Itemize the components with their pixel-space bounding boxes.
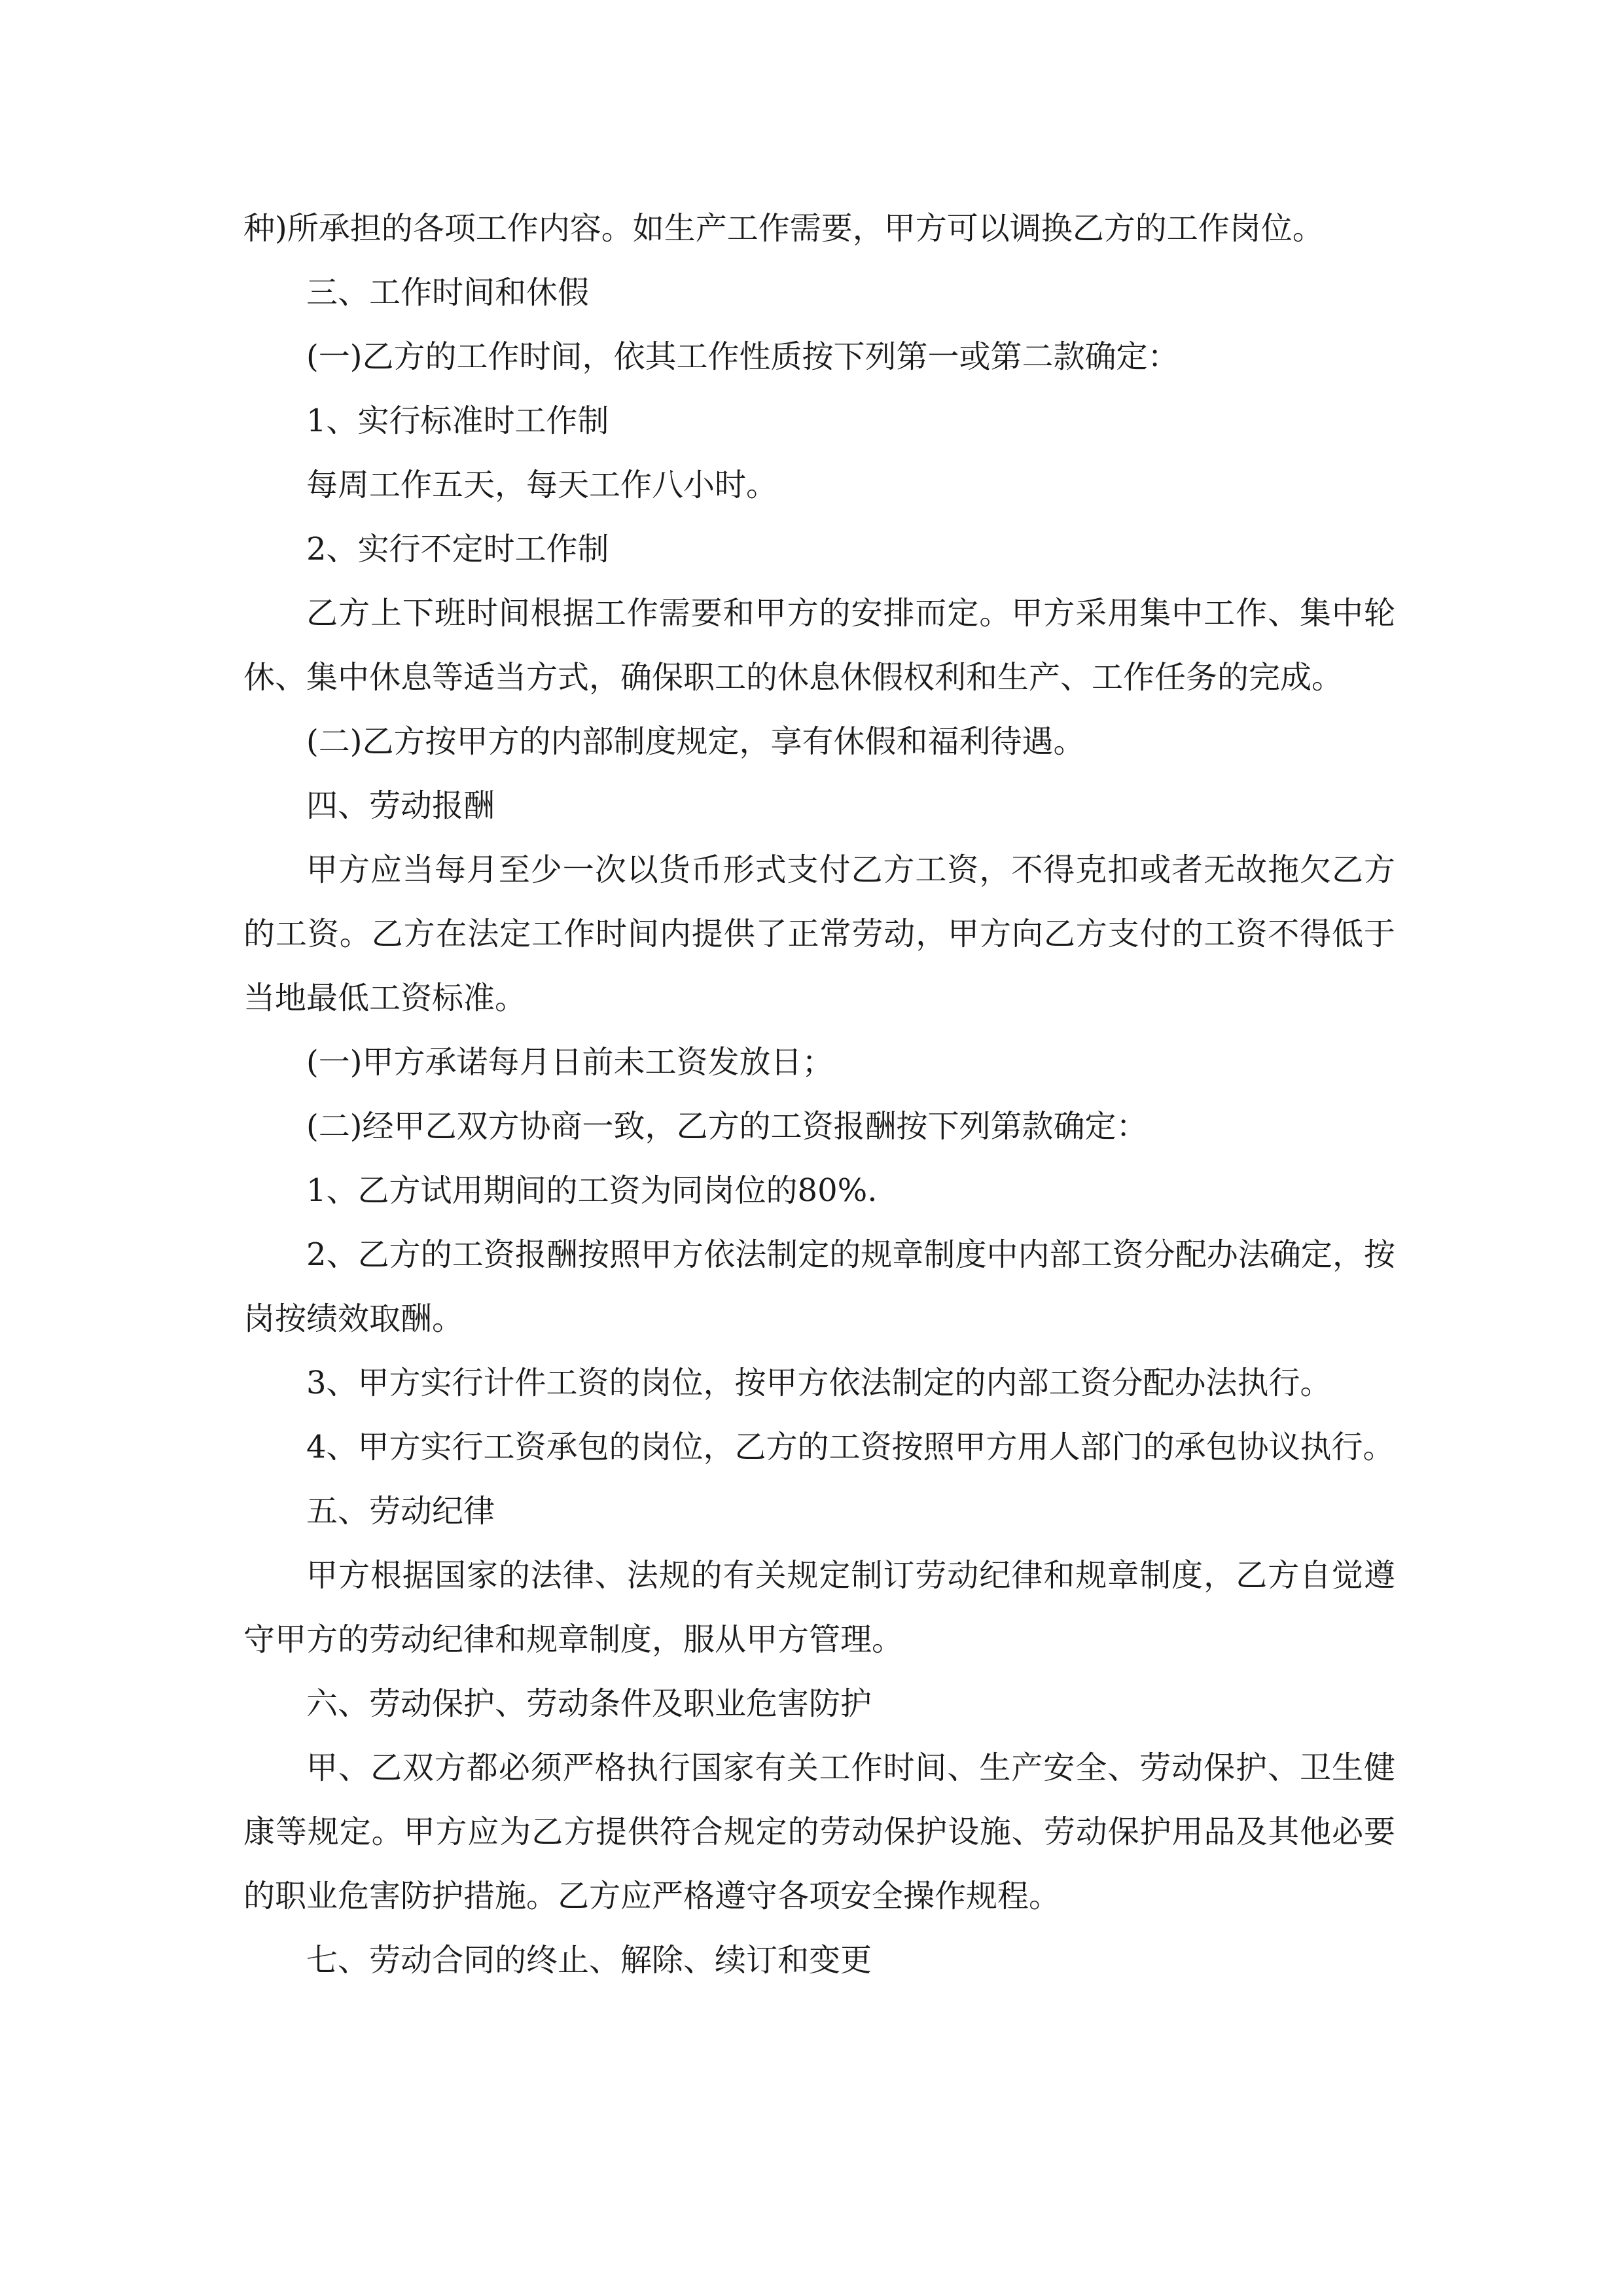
- paragraph: 1、实行标准时工作制: [306, 403, 609, 439]
- section-heading: 六、劳动保护、劳动条件及职业危害防护: [306, 1685, 872, 1722]
- paragraph: 种)所承担的各项工作内容。如生产工作需要，甲方可以调换乙方的工作岗位。: [243, 210, 1324, 247]
- section-heading: 七、劳动合同的终止、解除、续订和变更: [306, 1942, 872, 1979]
- paragraph: 甲方根据国家的法律、法规的有关规定制订劳动纪律和规章制度，乙方自觉遵守甲方的劳动纪律和规章制度，服从甲方管理。: [243, 1557, 1395, 1658]
- section-heading: 四、劳动报酬: [306, 787, 495, 824]
- paragraph: 甲、乙双方都必须严格执行国家有关工作时间、生产安全、劳动保护、卫生健康等规定。甲方应为乙方提供符合规定的劳动保护设施、劳动保护用品及其他必要的职业危害防护措施。乙方应严格遵守各项安全操作规程。: [243, 1749, 1395, 1914]
- paragraph: 3、甲方实行计件工资的岗位，按甲方依法制定的内部工资分配办法执行。: [306, 1365, 1332, 1401]
- paragraph: (二)经甲乙双方协商一致，乙方的工资报酬按下列第款确定：: [306, 1108, 1148, 1145]
- section-heading: 三、工作时间和休假: [306, 274, 590, 311]
- paragraph: 4、甲方实行工资承包的岗位，乙方的工资按照甲方用人部门的承包协议执行。: [306, 1429, 1395, 1465]
- section-heading: 五、劳动纪律: [306, 1493, 495, 1530]
- paragraph: 每周工作五天，每天工作八小时。: [306, 467, 778, 503]
- paragraph: (一)乙方的工作时间，依其工作性质按下列第一或第二款确定：: [306, 338, 1179, 375]
- paragraph: 2、乙方的工资报酬按照甲方依法制定的规章制度中内部工资分配办法确定，按岗按绩效取酬。: [243, 1236, 1395, 1337]
- paragraph: 乙方上下班时间根据工作需要和甲方的安排而定。甲方采用集中工作、集中轮休、集中休息等适当方式，确保职工的休息休假权利和生产、工作任务的完成。: [243, 595, 1395, 696]
- paragraph: 甲方应当每月至少一次以货币形式支付乙方工资，不得克扣或者无故拖欠乙方的工资。乙方在法定工作时间内提供了正常劳动，甲方向乙方支付的工资不得低于当地最低工资标准。: [243, 852, 1395, 1016]
- paragraph: (一)甲方承诺每月日前未工资发放日；: [306, 1044, 834, 1081]
- paragraph: 1、乙方试用期间的工资为同岗位的80%.: [306, 1172, 878, 1209]
- paragraph: 2、实行不定时工作制: [306, 531, 609, 567]
- document-body: [243, 196, 1395, 1992]
- paragraph: (二)乙方按甲方的内部制度规定，享有休假和福利待遇。: [306, 723, 1085, 760]
